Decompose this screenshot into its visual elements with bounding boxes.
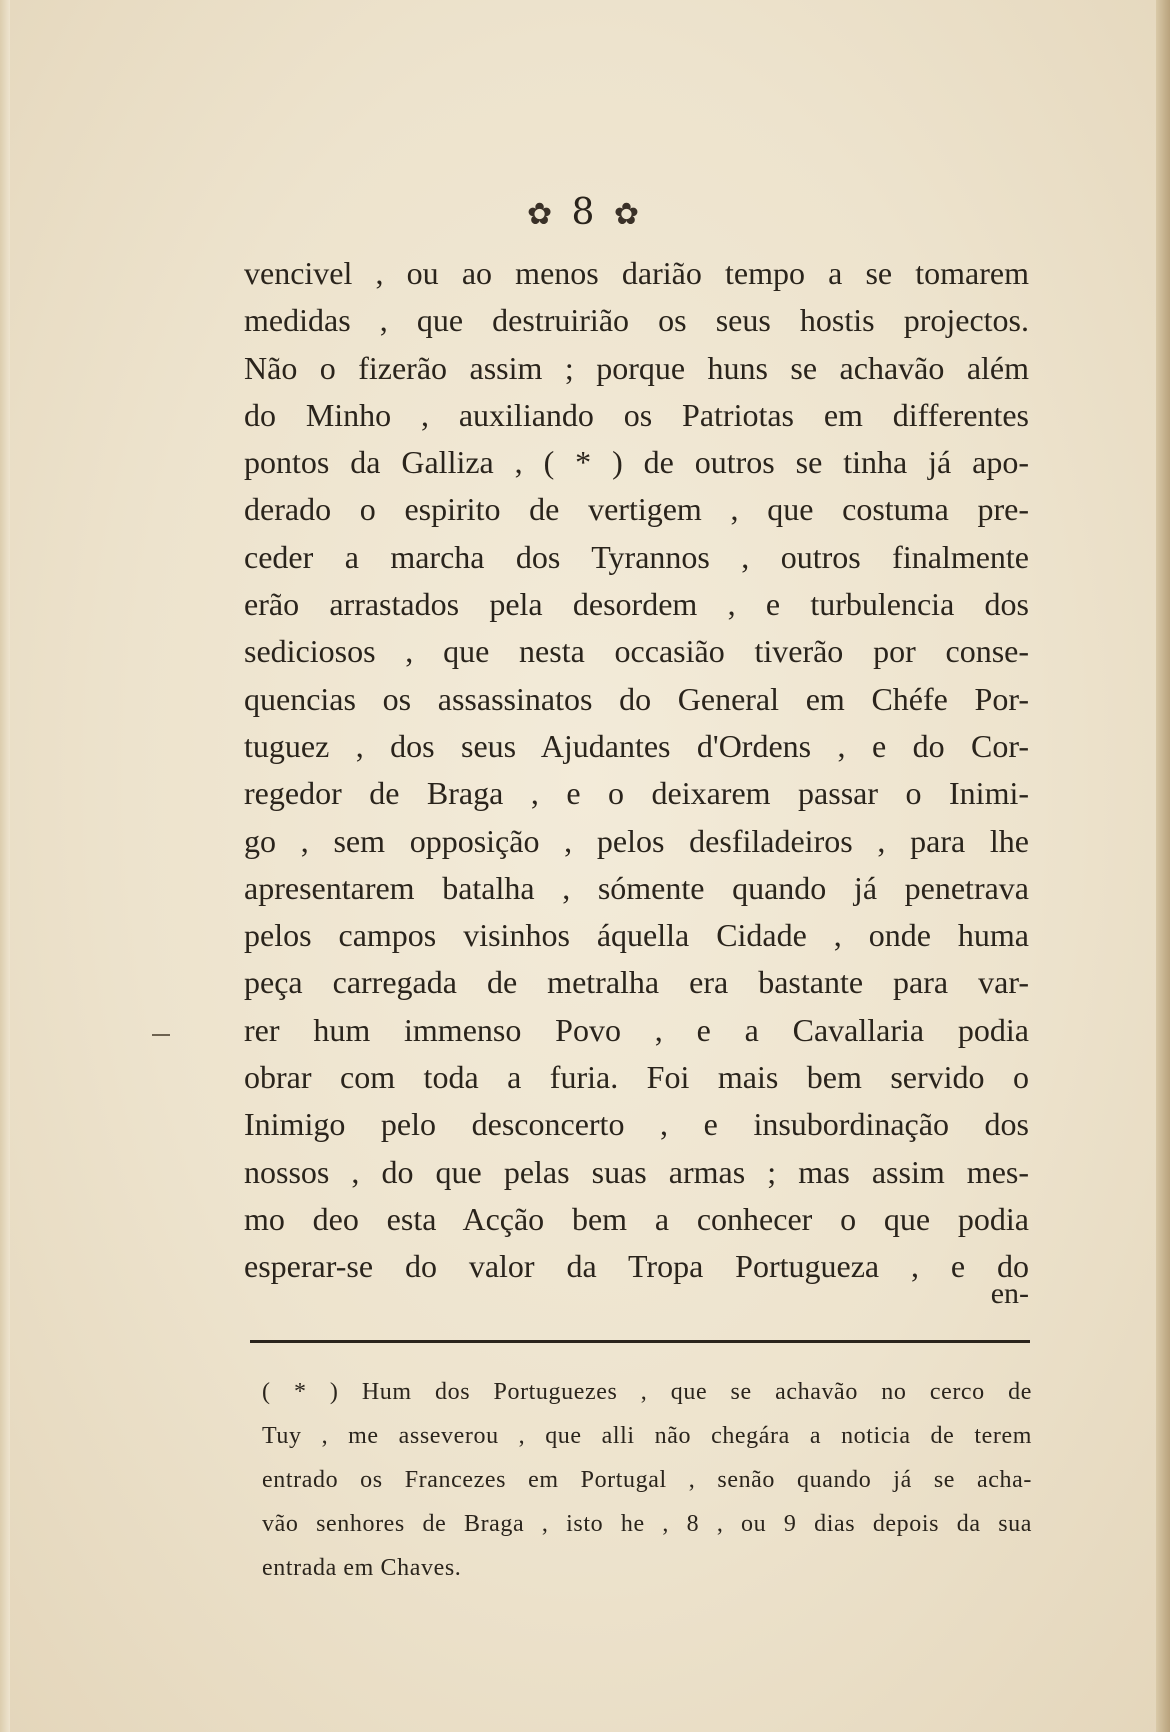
footnote-line: ( * ) Hum dos Portuguezes , que se achavão no cerco de	[262, 1379, 1032, 1405]
footnote-line: entrada em Chaves.	[262, 1555, 462, 1581]
text-line: pontos da Galliza , ( * ) de outros se tinha já apo-	[244, 444, 1029, 481]
text-line: quencias os assassinatos do General em Chéfe Por-	[244, 680, 1029, 717]
text-line: vencivel , ou ao menos darião tempo a se tomarem	[244, 255, 1029, 291]
catchword: en-	[990, 1277, 1029, 1310]
margin-mark	[152, 1034, 170, 1036]
page-edge-left	[0, 0, 10, 1732]
text-line: tuguez , dos seus Ajudantes d'Ordens , e do Cor-	[244, 727, 1029, 764]
text-line: sediciosos , que nesta occasião tiverão por conse-	[244, 633, 1029, 670]
text-line: do Minho , auxiliando os Patriotas em differentes	[244, 396, 1029, 433]
body-text	[244, 250, 1029, 1291]
footnote-rule	[250, 1340, 1030, 1343]
text-line: apresentarem batalha , sómente quando já penetrava	[244, 869, 1029, 906]
text-line: rer hum immenso Povo , e a Cavallaria podia	[244, 1011, 1029, 1048]
text-line: Inimigo pelo desconcerto , e insubordinação dos	[244, 1106, 1029, 1143]
text-line: esperar-se do valor da Tropa Portugueza , e do	[244, 1248, 1029, 1285]
text-line: ceder a marcha dos Tyrannos , outros finalmente	[244, 538, 1029, 575]
text-line: derado o espirito de vertigem , que costuma pre-	[244, 491, 1029, 528]
text-line: go , sem opposição , pelos desfiladeiros , para lhe	[244, 822, 1029, 859]
text-line: Não o fizerão assim ; porque huns se achavão além	[244, 349, 1029, 386]
page-header	[0, 192, 1170, 233]
text-line: medidas , que destruirião os seus hostis projectos.	[244, 302, 1029, 339]
footnote-line: entrado os Francezes em Portugal , senão quando já se acha-	[262, 1467, 1032, 1493]
text-line: pelos campos visinhos áquella Cidade , onde huma	[244, 917, 1029, 954]
page-edge-right	[1156, 0, 1170, 1732]
text-line: peça carregada de metralha era bastante para var-	[244, 964, 1029, 1001]
text-line: nossos , do que pelas suas armas ; mas assim mes-	[244, 1153, 1029, 1190]
ornament-left-icon: ✿	[526, 197, 557, 232]
text-line: obrar com toda a furia. Foi mais bem servido o	[244, 1059, 1029, 1096]
page-number: 8	[571, 192, 599, 233]
text-line: regedor de Braga , e o deixarem passar o Inimi-	[244, 775, 1029, 812]
footnote-line: vão senhores de Braga , isto he , 8 , ou 9 dias depois da sua	[262, 1511, 1032, 1537]
footnote	[262, 1370, 1032, 1590]
text-line: erão arrastados pela desordem , e turbulencia dos	[244, 586, 1029, 623]
footnote-line: Tuy , me asseverou , que alli não chegára a noticia de terem	[262, 1423, 1032, 1449]
ornament-right-icon: ✿	[613, 197, 644, 232]
text-line: mo deo esta Acção bem a conhecer o que podia	[244, 1200, 1029, 1237]
